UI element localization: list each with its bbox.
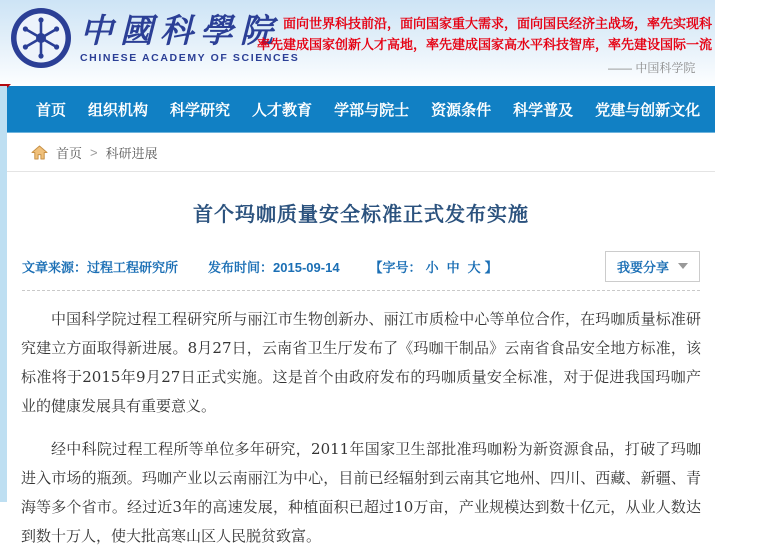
chevron-down-icon	[678, 263, 688, 269]
nav-item-organization[interactable]: 组织机构	[88, 101, 149, 119]
nav-item-research[interactable]: 科学研究	[170, 101, 231, 119]
breadcrumb-current: 科研进展	[105, 145, 158, 161]
logo-title-zh: 中國科學院	[80, 11, 280, 50]
left-edge-stripe	[0, 86, 7, 502]
fontsize-label-end: 】	[484, 259, 498, 275]
cas-emblem-icon	[10, 7, 72, 69]
nav-item-resources[interactable]: 资源条件	[431, 101, 492, 119]
meta-fontsize	[370, 257, 498, 276]
article-meta	[22, 251, 700, 281]
meta-date-label: 发布时间：	[208, 259, 274, 275]
share-button-label: 我要分享	[616, 259, 669, 275]
meta-source	[22, 257, 178, 276]
main-nav	[7, 86, 782, 133]
meta-date-value: 2015-09-14	[273, 259, 340, 275]
nav-item-home[interactable]: 首页	[36, 101, 67, 119]
slogan-attribution: —— 中国科学院	[608, 61, 696, 75]
article-paragraph-1: 中国科学院过程工程研究所与丽江市生物创新办、丽江市质检中心等单位合作，在玛咖质量标准研究建立方面取得新进展。8月27日，云南省卫生厅发布了《玛咖干制品》云南省食品安全地方标准，该标准将于2015年9月27日正式实施。这是首个由政府发布的玛咖质量安全标准，对于促进我国玛咖产业的健康发展具有重要意义。	[21, 310, 701, 415]
breadcrumb	[7, 133, 715, 172]
meta-date	[208, 257, 340, 276]
fontsize-label: 【字号：	[369, 259, 422, 275]
fontsize-medium-button[interactable]: 中	[446, 259, 460, 275]
nav-item-information[interactable]: 信息公开	[722, 101, 782, 119]
article-title: 首个玛咖质量安全标准正式发布实施	[193, 204, 529, 226]
fontsize-small-button[interactable]: 小	[425, 259, 439, 275]
meta-source-label: 文章来源：	[22, 259, 88, 275]
article-body	[21, 305, 701, 551]
nav-item-party-building[interactable]: 党建与创新文化	[595, 101, 701, 119]
meta-source-link[interactable]: 过程工程研究所	[87, 259, 179, 275]
breadcrumb-separator: >	[90, 144, 98, 160]
home-icon	[31, 145, 48, 160]
nav-item-academicians[interactable]: 学部与院士	[334, 101, 410, 119]
header-slogan	[257, 13, 712, 55]
nav-item-education[interactable]: 人才教育	[252, 101, 313, 119]
share-button[interactable]	[605, 251, 700, 282]
content-area	[7, 133, 715, 551]
slogan-line-2: 率先建成国家创新人才高地，率先建成国家高水平科技智库，率先建设国际一流	[256, 37, 712, 52]
breadcrumb-home-link[interactable]: 首页	[56, 145, 83, 161]
site-header	[0, 0, 715, 86]
cas-logo[interactable]	[10, 7, 299, 69]
slogan-line-1: 面向世界科技前沿，面向国家重大需求，面向国民经济主战场，率先实现科	[282, 16, 712, 31]
article-paragraph-2: 经中科院过程工程所等单位多年研究，2011年国家卫生部批准玛咖粉为新资源食品，打破了玛咖进入市场的瓶颈。玛咖产业以云南丽江为中心，目前已经辐射到云南其它地州、四川、西藏、新疆、青海等多个省市。经过近3年的高速发展，种植面积已超过10万亩，产业规模达到数十亿元，从业人数达到数十万人，使大批高寒山区人民脱贫致富。	[21, 440, 701, 545]
nav-item-science-popularization[interactable]: 科学普及	[513, 101, 574, 119]
fontsize-large-button[interactable]: 大	[467, 259, 481, 275]
logo-title-en: CHINESE ACADEMY OF SCIENCES	[80, 52, 300, 64]
dashed-divider	[22, 290, 700, 291]
